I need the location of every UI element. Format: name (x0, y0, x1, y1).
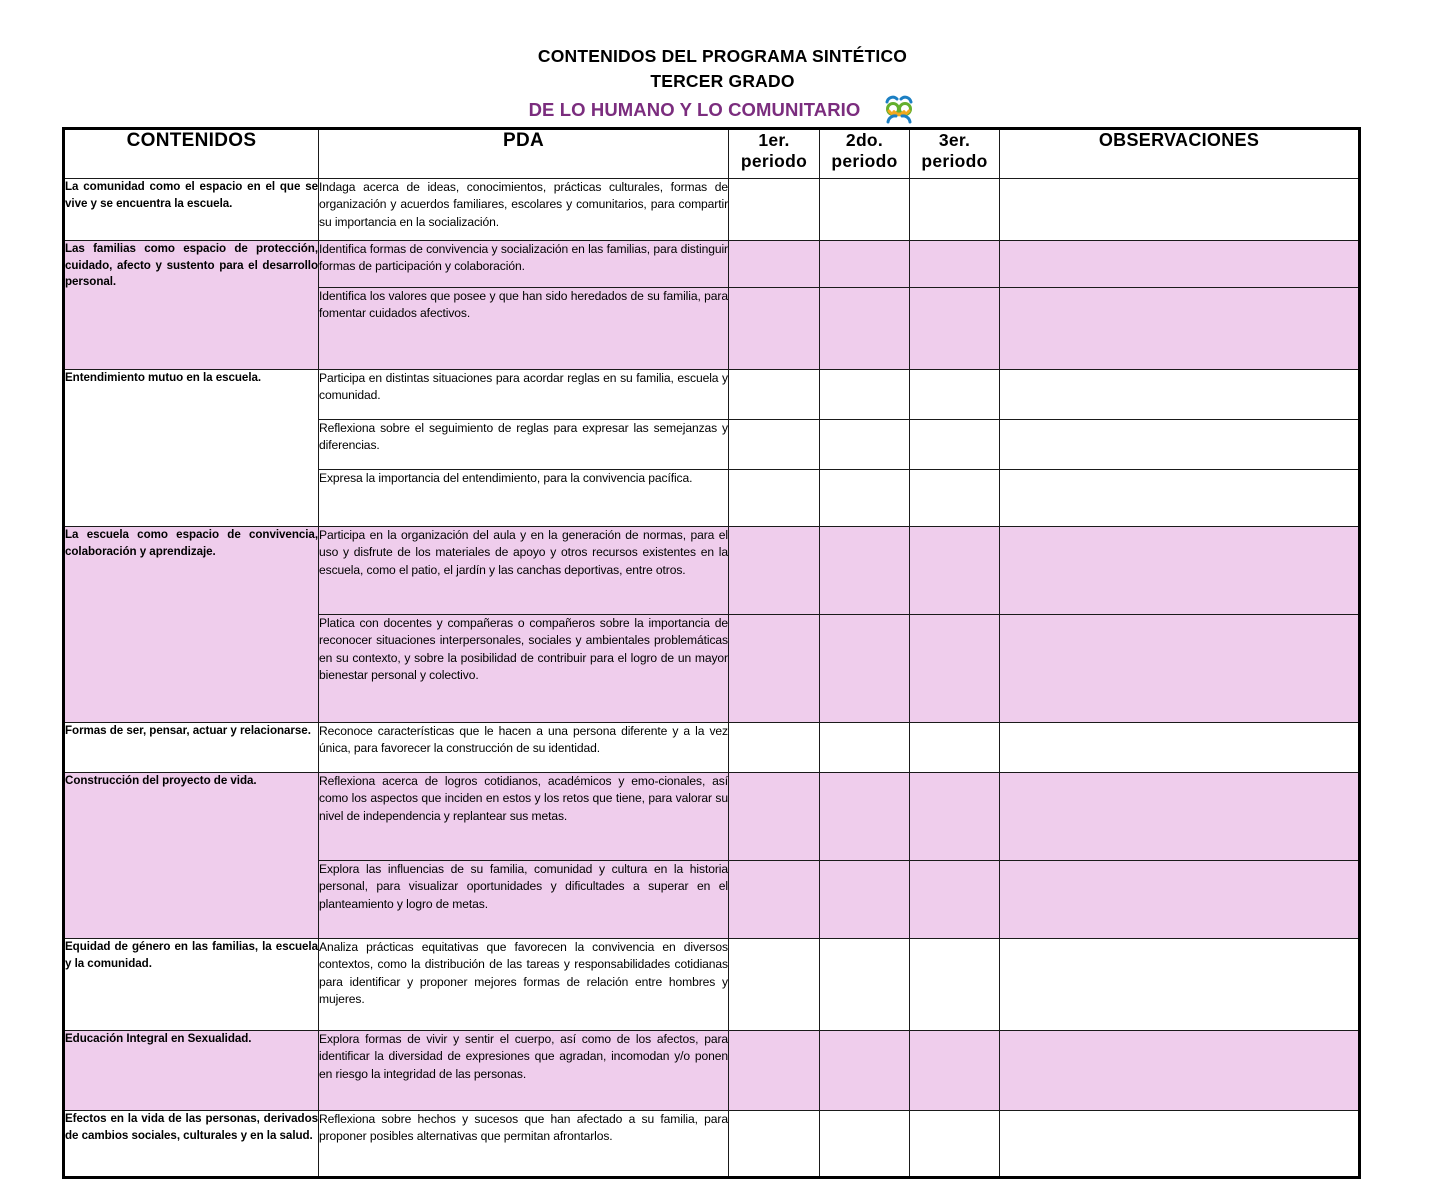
periodo-2-cell[interactable] (820, 527, 910, 615)
pda-cell: Identifica formas de convivencia y socialización en las familias, para distinguir formas de participación y colaboración. (319, 241, 729, 288)
table-row (64, 527, 1360, 615)
observaciones-cell[interactable] (1000, 370, 1360, 420)
pda-cell: Reflexiona sobre hechos y sucesos que han afectado a su familia, para proponer posibles alternativas que permitan afrontarlos. (319, 1111, 729, 1178)
observaciones-cell[interactable] (1000, 241, 1360, 288)
table-row (64, 1111, 1360, 1178)
page-title-line-2: TERCER GRADO (650, 71, 795, 91)
observaciones-cell[interactable] (1000, 420, 1360, 470)
periodo-3-cell[interactable] (910, 179, 1000, 241)
periodo-1-cell[interactable] (729, 179, 820, 241)
periodo-1-cell[interactable] (729, 723, 820, 773)
periodo-2-cell[interactable] (820, 939, 910, 1031)
periodo-1-cell[interactable] (729, 420, 820, 470)
contenido-cell: Las familias como espacio de protección, cuidado, afecto y sustento para el desarrollo personal. (64, 241, 319, 370)
contenido-cell: Construcción del proyecto de vida. (64, 773, 319, 939)
periodo-1-cell[interactable] (729, 241, 820, 288)
periodo-2-cell[interactable] (820, 241, 910, 288)
observaciones-cell[interactable] (1000, 615, 1360, 723)
periodo-2-cell[interactable] (820, 470, 910, 527)
column-header-pda: PDA (319, 129, 729, 179)
observaciones-cell[interactable] (1000, 288, 1360, 370)
periodo-3-cell[interactable] (910, 615, 1000, 723)
observaciones-cell[interactable] (1000, 939, 1360, 1031)
periodo-2-cell[interactable] (820, 1111, 910, 1178)
observaciones-cell[interactable] (1000, 470, 1360, 527)
periodo-3-cell[interactable] (910, 527, 1000, 615)
periodo-2-cell[interactable] (820, 288, 910, 370)
periodo-3-cell[interactable] (910, 241, 1000, 288)
page-title-line-3-row (0, 94, 1445, 124)
table-row (64, 773, 1360, 861)
table-row (64, 179, 1360, 241)
contenido-cell: La comunidad como el espacio en el que se vive y se encuentra la escuela. (64, 179, 319, 241)
periodo-1-cell[interactable] (729, 288, 820, 370)
periodo-3-line-2: periodo (921, 151, 988, 171)
contenido-cell: Equidad de género en las familias, la escuela y la comunidad. (64, 939, 319, 1031)
periodo-3-cell[interactable] (910, 939, 1000, 1031)
periodo-2-line-2: periodo (831, 151, 898, 171)
column-header-periodo-3 (910, 129, 1000, 179)
periodo-2-cell[interactable] (820, 179, 910, 241)
pda-cell: Explora formas de vivir y sentir el cuerpo, así como de los afectos, para identificar la diversidad de expresiones que agradan, incomodan y/o ponen en riesgo la integridad de las personas. (319, 1031, 729, 1111)
observaciones-cell[interactable] (1000, 1111, 1360, 1178)
pda-cell: Participa en distintas situaciones para acordar reglas en su familia, escuela y comunidad. (319, 370, 729, 420)
observaciones-cell[interactable] (1000, 1031, 1360, 1111)
page-title-line-3: DE LO HUMANO Y LO COMUNITARIO (528, 98, 861, 120)
contenidos-table (62, 127, 1361, 1179)
column-header-periodo-2 (820, 129, 910, 179)
pda-cell: Participa en la organización del aula y en la generación de normas, para el uso y disfrute de los materiales de apoyo y otros recursos existentes en la escuela, como el patio, el jardín y las canchas deportivas, entre otros. (319, 527, 729, 615)
table-body (64, 179, 1360, 1178)
periodo-1-cell[interactable] (729, 1031, 820, 1111)
observaciones-cell[interactable] (1000, 527, 1360, 615)
periodo-2-cell[interactable] (820, 1031, 910, 1111)
contenidos-table-wrapper (62, 127, 1358, 1179)
observaciones-cell[interactable] (1000, 861, 1360, 939)
table-header (64, 129, 1360, 179)
periodo-1-cell[interactable] (729, 527, 820, 615)
periodo-2-cell[interactable] (820, 370, 910, 420)
periodo-3-cell[interactable] (910, 773, 1000, 861)
observaciones-cell[interactable] (1000, 179, 1360, 241)
table-row (64, 939, 1360, 1031)
column-header-contenidos: CONTENIDOS (64, 129, 319, 179)
periodo-3-cell[interactable] (910, 470, 1000, 527)
periodo-2-cell[interactable] (820, 723, 910, 773)
pda-cell: Reflexiona sobre el seguimiento de reglas para expresar las semejanzas y diferencias. (319, 420, 729, 470)
document-header (0, 0, 1445, 124)
observaciones-cell[interactable] (1000, 723, 1360, 773)
table-header-row (64, 129, 1360, 179)
observaciones-cell[interactable] (1000, 773, 1360, 861)
periodo-2-cell[interactable] (820, 861, 910, 939)
periodo-3-cell[interactable] (910, 1111, 1000, 1178)
page-title-line-1: CONTENIDOS DEL PROGRAMA SINTÉTICO (537, 46, 908, 66)
periodo-3-cell[interactable] (910, 370, 1000, 420)
pda-cell: Identifica los valores que posee y que han sido heredados de su familia, para fomentar cuidados afectivos. (319, 288, 729, 370)
periodo-2-cell[interactable] (820, 615, 910, 723)
periodo-3-cell[interactable] (910, 1031, 1000, 1111)
contenido-cell: La escuela como espacio de convivencia, colaboración y aprendizaje. (64, 527, 319, 723)
pda-cell: Indaga acerca de ideas, conocimientos, prácticas culturales, formas de organización y acuerdos familiares, escolares y comunitarios, para compartir su importancia en la socialización. (319, 179, 729, 241)
contenido-cell: Formas de ser, pensar, actuar y relacionarse. (64, 723, 319, 773)
periodo-3-cell[interactable] (910, 420, 1000, 470)
periodo-1-line-2: periodo (740, 151, 808, 171)
column-header-periodo-1 (729, 129, 820, 179)
table-row (64, 1031, 1360, 1111)
periodo-3-cell[interactable] (910, 288, 1000, 370)
periodo-1-cell[interactable] (729, 1111, 820, 1178)
pda-cell: Reconoce características que le hacen a una persona diferente y a la vez única, para favorecer la construcción de su identidad. (319, 723, 729, 773)
table-row (64, 723, 1360, 773)
contenido-cell: Efectos en la vida de las personas, derivados de cambios sociales, culturales y en la salud. (64, 1111, 319, 1178)
periodo-2-cell[interactable] (820, 773, 910, 861)
pda-cell: Expresa la importancia del entendimiento, para la convivencia pacífica. (319, 470, 729, 527)
table-row (64, 370, 1360, 420)
table-row (64, 241, 1360, 288)
periodo-1-line-1: 1er. (758, 130, 790, 150)
contenido-cell: Entendimiento mutuo en la escuela. (64, 370, 319, 527)
periodo-1-cell[interactable] (729, 773, 820, 861)
periodo-3-cell[interactable] (910, 861, 1000, 939)
pda-cell: Explora las influencias de su familia, comunidad y cultura en la historia personal, para visualizar oportunidades y dificultades a superar en el planteamiento y logro de metas. (319, 861, 729, 939)
periodo-1-cell[interactable] (729, 370, 820, 420)
contenido-cell: Educación Integral en Sexualidad. (64, 1031, 319, 1111)
pda-cell: Reflexiona acerca de logros cotidianos, académicos y emo-cionales, así como los aspectos que inciden en estos y los retos que tiene, para valorar su nivel de independencia y replantear sus metas. (319, 773, 729, 861)
periodo-3-cell[interactable] (910, 723, 1000, 773)
column-header-observaciones: OBSERVACIONES (1000, 129, 1360, 179)
periodo-3-line-1: 3er. (938, 130, 971, 150)
periodo-1-cell[interactable] (729, 861, 820, 939)
periodo-1-cell[interactable] (729, 615, 820, 723)
periodo-1-cell[interactable] (729, 470, 820, 527)
periodo-1-cell[interactable] (729, 939, 820, 1031)
periodo-2-cell[interactable] (820, 420, 910, 470)
pda-cell: Analiza prácticas equitativas que favorecen la convivencia en diversos contextos, como la distribución de las tareas y responsabilidades cotidianas para identificar y proponer mejores formas de relación entre hombres y mujeres. (319, 939, 729, 1031)
periodo-2-line-1: 2do. (845, 130, 884, 150)
pda-cell: Platica con docentes y compañeras o compañeros sobre la importancia de reconocer situaciones interpersonales, sociales y ambientales problemáticas en su contexto, y sobre la posibilidad de contribuir para el logro de un mayor bienestar personal y colectivo. (319, 615, 729, 723)
nueva-escuela-mexicana-logo-icon (882, 94, 916, 124)
